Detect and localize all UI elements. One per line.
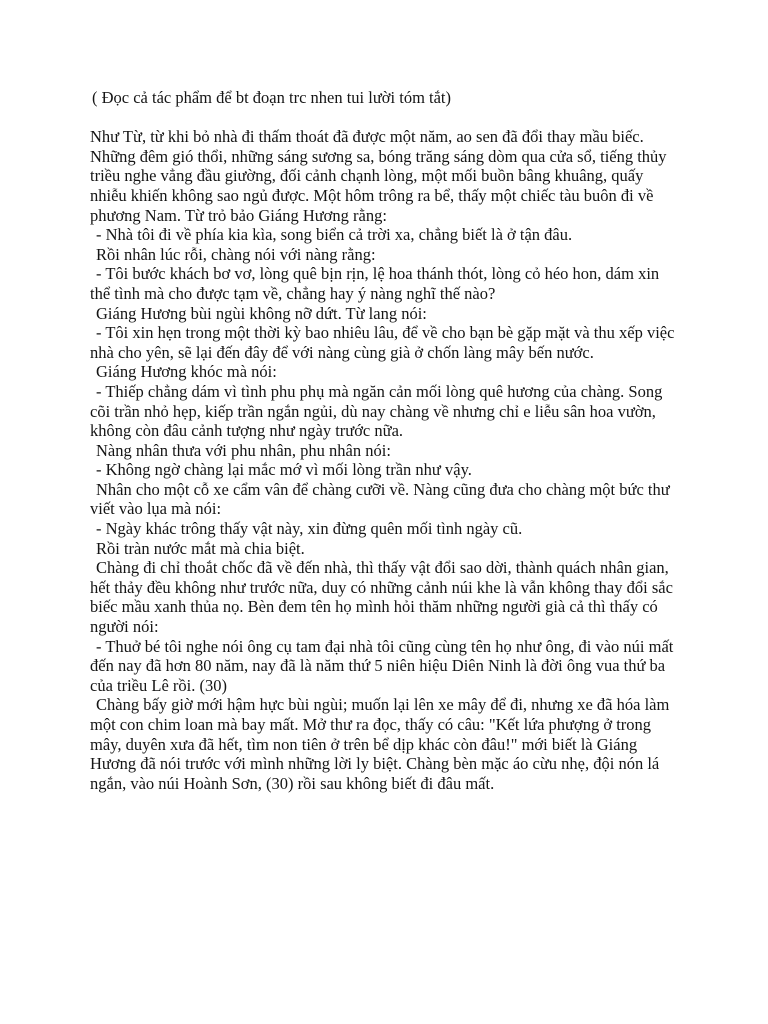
paragraph-narrative-5: Nàng nhân thưa với phu nhân, phu nhân nói: [96, 440, 391, 460]
paragraph-narrative-7: Rồi tràn nước mắt mà chia biệt. [96, 538, 305, 558]
paragraph-dialogue-2: - Tôi bước khách bơ vơ, lòng quê bịn rịn, lệ hoa thánh thót, lòng cỏ héo hon, dám xin thể tình mà cho được tạm về, chẳng hay ý nàng nghĩ thế nào? [90, 264, 660, 303]
paragraph-dialogue-1: - Nhà tôi đi về phía kia kìa, song biển cả trời xa, chẳng biết là ở tận đâu. [96, 225, 573, 245]
paragraph-narrative-6: Nhân cho một cỗ xe cẩm vân để chàng cưỡi về. Nàng cũng đưa cho chàng một bức thư viết vào lụa mà nói: [90, 479, 670, 519]
note-line: ( Đọc cả tác phẩm để bt đoạn trc nhen tui lười tóm tắt) [92, 88, 452, 107]
paragraph-narrative-4: Giáng Hương khóc mà nói: [96, 362, 277, 382]
paragraph-narrative-1: Như Từ, từ khi bỏ nhà đi thấm thoát đã được một năm, ao sen đã đổi thay mầu biếc. Những đêm gió thổi, những sáng sương sa, bóng trăng sáng dòm qua cửa sổ, tiếng thủy triều nghe vẳng đầu giường, đối cảnh chạnh lòng, một mối buồn bâng khuâng, quấy nhiễu khiến không sao ngủ được. Một hôm trông ra bể, thấy một chiếc tàu buôn đi về phương Nam. Từ trỏ bảo Giáng Hương rằng: [90, 127, 667, 225]
paragraph-dialogue-3: - Tôi xin hẹn trong một thời kỳ bao nhiêu lâu, để về cho bạn bè gặp mặt và thu xếp việc nhà cho yên, sẽ lại đến đây để với nàng cùng già ở chốn làng mây bến nước. [90, 323, 675, 362]
paragraph-narrative-2: Rồi nhân lúc rỗi, chàng nói với nàng rằng: [96, 244, 376, 264]
paragraph-narrative-9: Chàng bấy giờ mới hậm hực bùi ngùi; muốn lại lên xe mây để đi, nhưng xe đã hóa làm một con chim loan mà bay mất. Mở thư ra đọc, thấy có câu: "Kết lứa phượng ở trong mây, duyên xưa đã hết, tìm non tiên ở trên bể dịp khác còn đâu!" mới biết là Giáng Hương đã nói trước với mình những lời ly biệt. Chàng bèn mặc áo cừu nhẹ, đội nón lá ngắn, vào núi Hoành Sơn, (30) rồi sau không biết đi đâu mất. [90, 695, 670, 793]
paragraph-dialogue-7: - Thuở bé tôi nghe nói ông cụ tam đại nhà tôi cũng cùng tên họ như ông, đi vào núi mất đến nay đã hơn 80 năm, nay đã là năm thứ 5 niên hiệu Diên Ninh là đời ông vua thứ ba của triều Lê rồi. (30) [90, 636, 674, 695]
paragraph-dialogue-5: - Không ngờ chàng lại mắc mớ vì mối lòng trần như vậy. [96, 460, 472, 480]
paragraph-dialogue-6: - Ngày khác trông thấy vật này, xin đừng quên mối tình ngày cũ. [96, 519, 523, 539]
paragraph-narrative-8: Chàng đi chỉ thoắt chốc đã về đến nhà, thì thấy vật đổi sao dời, thành quách nhân gian, hết thảy đều không như trước nữa, duy có những cảnh núi khe là vẫn không thay đổi sắc biếc mầu xanh thủa nọ. Bèn đem tên họ mình hỏi thăm những người già cả thì thấy có người nói: [90, 558, 673, 637]
paragraph-dialogue-4: - Thiếp chẳng dám vì tình phu phụ mà ngăn cản mối lòng quê hương của chàng. Song cõi trần nhỏ hẹp, kiếp trần ngắn ngủi, dù nay chàng về nhưng chỉ e liễu sân hoa vườn, không còn đâu cảnh tượng như ngày trước nữa. [90, 381, 663, 441]
paragraph-narrative-3: Giáng Hương bùi ngùi không nỡ dứt. Từ lang nói: [96, 303, 427, 323]
